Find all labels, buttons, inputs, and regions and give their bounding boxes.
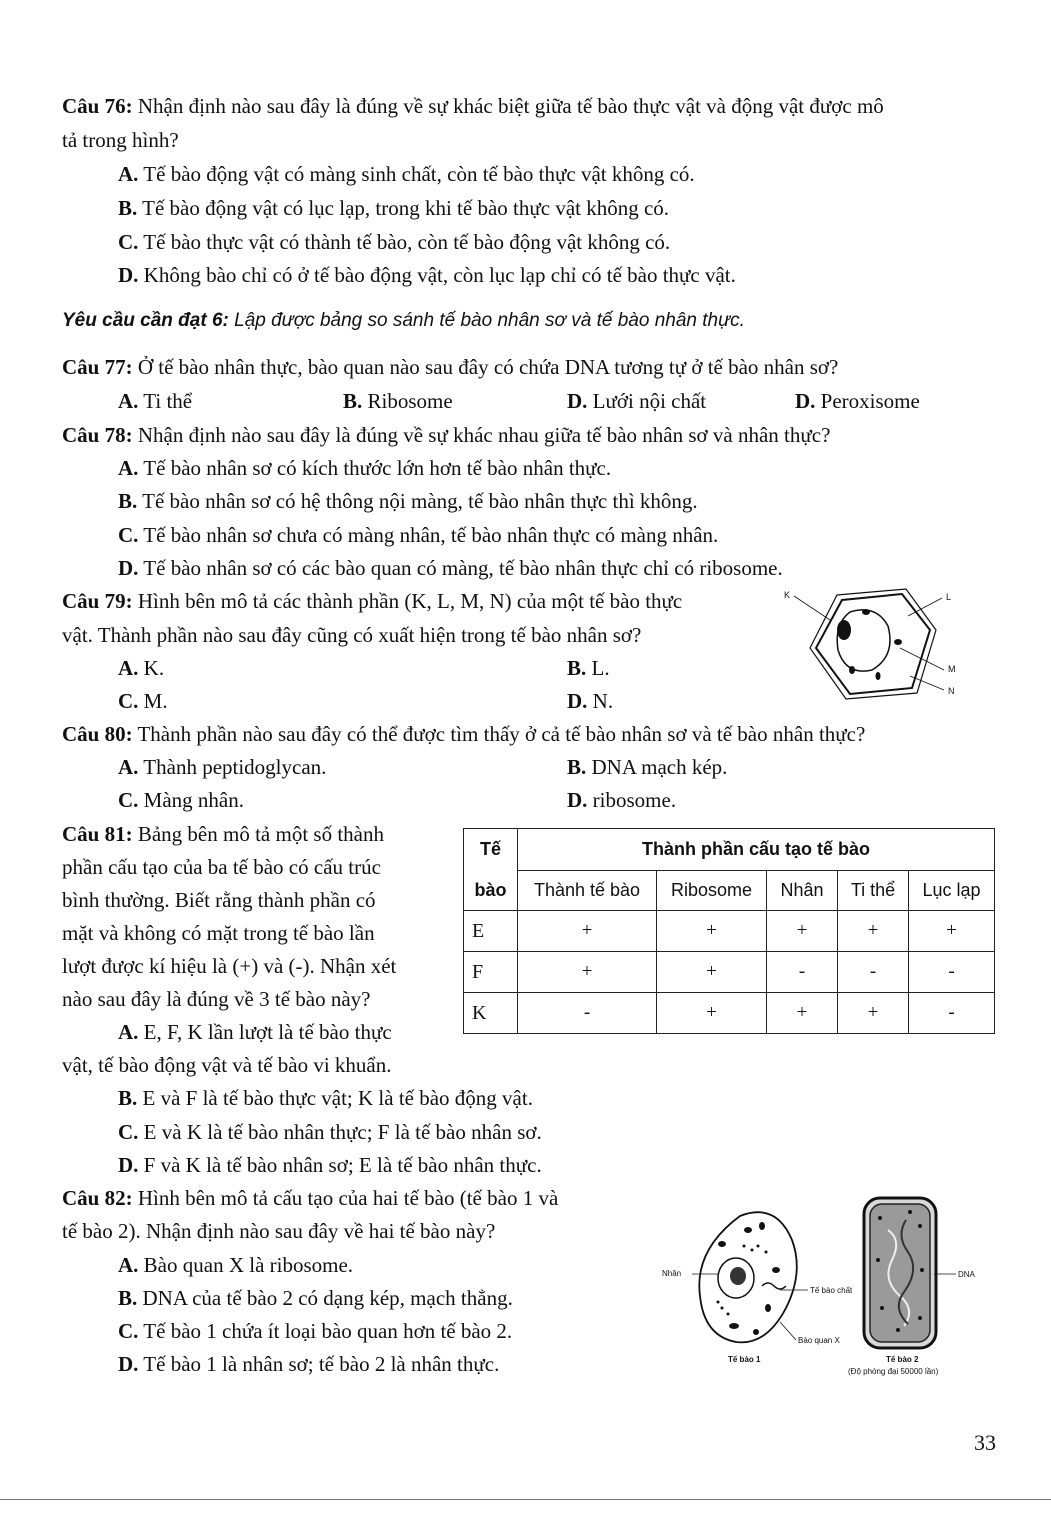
label-cytoplasm: Tế bào chất	[810, 1286, 853, 1295]
q78-option-a: A. Tế bào nhân sơ có kích thước lớn hơn tế bào nhân thực.	[118, 456, 612, 480]
q81-stem-line2: phần cấu tạo của ba tế bào có cấu trúc	[62, 855, 381, 879]
q80-option-c: C. Màng nhân.	[118, 788, 244, 812]
row-label: F	[464, 952, 518, 993]
q76-option-d: D. Không bào chỉ có ở tế bào động vật, còn lục lạp chỉ có tế bào thực vật.	[118, 263, 736, 287]
q77-option-c: D. Lưới nội chất	[567, 389, 707, 413]
q81-stem-line1: Câu 81: Bảng bên mô tả một số thành	[62, 822, 384, 846]
label-organelle-x: Bào quan X	[798, 1336, 840, 1345]
q81-stem-line6: nào sau đây là đúng về 3 tế bào này?	[62, 987, 371, 1011]
table-cell: -	[838, 952, 909, 993]
row-label: E	[464, 911, 518, 952]
table-cell: +	[838, 911, 909, 952]
q82-option-d: D. Tế bào 1 là nhân sơ; tế bào 2 là nhân thực.	[118, 1352, 500, 1376]
requirement-heading: Yêu cầu cần đạt 6: Lập được bảng so sánh tế bào nhân sơ và tế bào nhân thực.	[62, 310, 745, 331]
q78-stem: Câu 78: Nhận định nào sau đây là đúng về sự khác nhau giữa tế bào nhân sơ và nhân thực?	[62, 423, 831, 447]
nucleus-shape	[837, 620, 851, 640]
table-cell: +	[767, 911, 838, 952]
q76-option-b: B. Tế bào động vật có lục lạp, trong khi tế bào thực vật không có.	[118, 196, 670, 220]
table-cell: +	[838, 993, 909, 1034]
table-group-header: Thành phần cấu tạo tế bào	[518, 829, 995, 871]
q79-option-d: D. N.	[567, 689, 614, 713]
q80-option-d: D. ribosome.	[567, 788, 677, 812]
q76-label: Câu 76:	[62, 94, 133, 118]
table-cell: -	[909, 993, 995, 1034]
q81-option-d: D. F và K là tế bào nhân sơ; E là tế bào nhân thực.	[118, 1153, 542, 1177]
q78-option-c: C. Tế bào nhân sơ chưa có màng nhân, tế bào nhân thực có màng nhân.	[118, 523, 719, 547]
table-col-header: Lục lạp	[909, 871, 995, 911]
q80-stem: Câu 80: Thành phần nào sau đây có thể được tìm thấy ở cả tế bào nhân sơ và tế bào nhân thực?	[62, 722, 866, 746]
cell-components-table	[463, 828, 995, 1034]
table-row	[464, 993, 995, 1034]
label-cell1: Tế bào 1	[728, 1355, 761, 1364]
table-corner-top: Tế	[464, 829, 518, 871]
q79-option-b: B. L.	[567, 656, 610, 680]
table-col-header: Ribosome	[657, 871, 767, 911]
q82-stem-line2: tế bào 2). Nhận định nào sau đây về hai tế bào này?	[62, 1219, 496, 1243]
table-cell: -	[909, 952, 995, 993]
q80-option-b: B. DNA mạch kép.	[567, 755, 728, 779]
table-cell: +	[518, 911, 657, 952]
table-cell: +	[909, 911, 995, 952]
label-nucleus: Nhân	[662, 1269, 682, 1278]
q76-stem-line2: tả trong hình?	[62, 128, 179, 152]
table-col-header: Thành tế bào	[518, 871, 657, 911]
table-cell: +	[767, 993, 838, 1034]
q82-stem-line1: Câu 82: Hình bên mô tả cấu tạo của hai tế bào (tế bào 1 và	[62, 1186, 559, 1210]
label-n: N	[948, 686, 955, 696]
q76-option-c: C. Tế bào thực vật có thành tế bào, còn tế bào động vật không có.	[118, 230, 671, 254]
q81-option-b: B. E và F là tế bào thực vật; K là tế bào động vật.	[118, 1086, 533, 1110]
row-label: K	[464, 993, 518, 1034]
two-cells-figure	[658, 1190, 988, 1385]
q77-option-d: D. Peroxisome	[795, 389, 920, 413]
table-corner-bottom: bào	[464, 871, 518, 911]
table-col-header: Nhân	[767, 871, 838, 911]
q81-option-a: A. E, F, K lần lượt là tế bào thực	[118, 1020, 392, 1044]
q82-option-b: B. DNA của tế bào 2 có dạng kép, mạch thẳng.	[118, 1286, 513, 1310]
q77-option-a: A. Ti thể	[118, 389, 193, 413]
table-row	[464, 952, 995, 993]
q79-stem-line2: vật. Thành phần nào sau đây cũng có xuất hiện trong tế bào nhân sơ?	[62, 623, 642, 647]
q81-stem-line3: bình thường. Biết rằng thành phần có	[62, 888, 376, 912]
q81-stem-line4: mặt và không có mặt trong tế bào lần	[62, 921, 375, 945]
q78-option-b: B. Tế bào nhân sơ có hệ thông nội màng, tế bào nhân thực thì không.	[118, 489, 698, 513]
q76-option-a: A. Tế bào động vật có màng sinh chất, còn tế bào thực vật không có.	[118, 162, 695, 186]
label-k: K	[784, 590, 791, 600]
table-cell: -	[518, 993, 657, 1034]
table-row	[464, 911, 995, 952]
page-number: 33	[974, 1430, 996, 1455]
q79-option-a: A. K.	[118, 656, 165, 680]
plant-cell-figure	[780, 586, 960, 708]
q81-option-a-cont: vật, tế bào động vật và tế bào vi khuẩn.	[62, 1053, 392, 1077]
label-dna: DNA	[958, 1270, 975, 1279]
label-zoom: (Độ phóng đại 50000 lần)	[848, 1367, 939, 1376]
table-cell: +	[518, 952, 657, 993]
q82-option-a: A. Bào quan X là ribosome.	[118, 1253, 354, 1277]
footer-divider	[0, 1499, 1051, 1500]
q82-option-c: C. Tế bào 1 chứa ít loại bào quan hơn tế bào 2.	[118, 1319, 513, 1343]
q77-stem: Câu 77: Ở tế bào nhân thực, bào quan nào sau đây có chứa DNA tương tự ở tế bào nhân sơ?	[62, 355, 839, 379]
label-cell2: Tế bào 2	[886, 1355, 919, 1364]
q76-stem-line1	[62, 92, 884, 120]
table-cell: +	[657, 911, 767, 952]
q77-option-b: B. Ribosome	[343, 389, 453, 413]
q80-option-a: A. Thành peptidoglycan.	[118, 755, 327, 779]
table-cell: +	[657, 952, 767, 993]
label-l: L	[946, 592, 952, 602]
table-cell: -	[767, 952, 838, 993]
q78-option-d: D. Tế bào nhân sơ có các bào quan có màng, tế bào nhân thực chỉ có ribosome.	[118, 556, 783, 580]
q79-stem-line1: Câu 79: Hình bên mô tả các thành phần (K, L, M, N) của một tế bào thực	[62, 589, 683, 613]
q81-option-c: C. E và K là tế bào nhân thực; F là tế bào nhân sơ.	[118, 1120, 542, 1144]
q79-option-c: C. M.	[118, 689, 168, 713]
table-col-header: Ti thể	[838, 871, 909, 911]
table-cell: +	[657, 993, 767, 1034]
q81-stem-line5: lượt được kí hiệu là (+) và (-). Nhận xét	[62, 954, 397, 978]
label-m: M	[948, 664, 956, 674]
q76-text: Nhận định nào sau đây là đúng về sự khác biệt giữa tế bào thực vật và động vật được mô	[132, 94, 884, 118]
